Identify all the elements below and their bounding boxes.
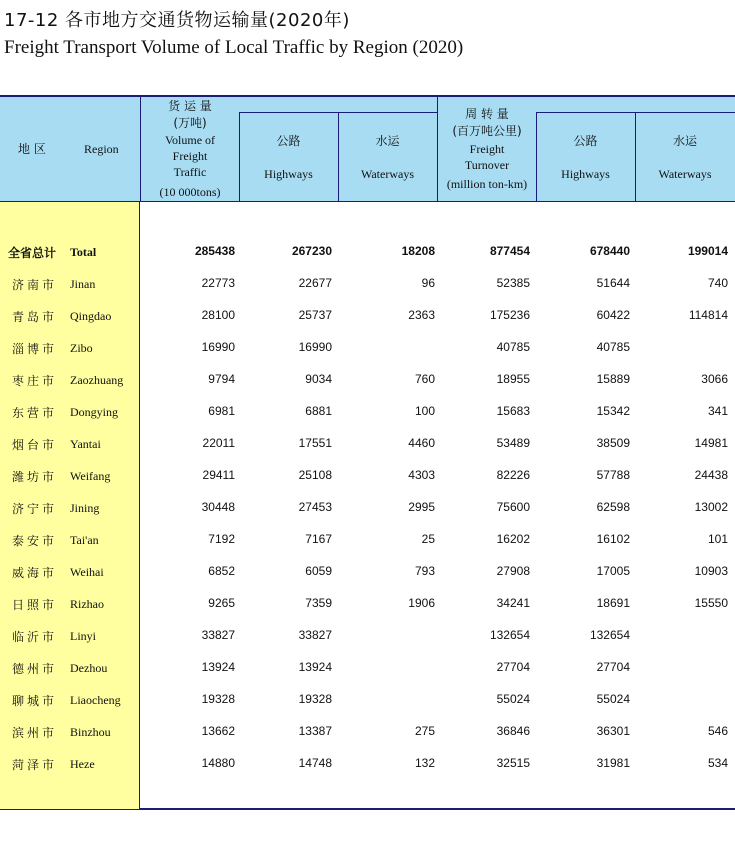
page-title-cn: 17-12 各市地方交通货物运输量(2020年): [4, 10, 350, 31]
cell-v: 19328: [201, 692, 235, 706]
header-turnover-en-unit: (million ton-km): [446, 177, 528, 191]
cell-th: 17005: [596, 564, 630, 578]
cell-vw: 100: [414, 404, 435, 418]
cell-th: 31981: [596, 756, 630, 770]
region-name-en: Weihai: [70, 565, 104, 579]
cell-vw: 275: [414, 724, 435, 738]
cell-vw: 18208: [401, 244, 435, 258]
cell-th: 16102: [596, 532, 630, 546]
region-name-en: Linyi: [70, 629, 96, 643]
cell-tw: 14981: [694, 436, 728, 450]
cell-t: 36846: [496, 724, 530, 738]
cell-v: 7192: [208, 532, 235, 546]
cell-vh: 17551: [298, 436, 332, 450]
region-name-cn: 淄博市: [12, 342, 58, 356]
cell-th: 15342: [596, 404, 630, 418]
cell-th: 62598: [596, 500, 630, 514]
region-name-en: Total: [70, 245, 97, 259]
cell-tw: 740: [707, 276, 728, 290]
cell-tw: 13002: [694, 500, 728, 514]
cell-v: 13662: [201, 724, 235, 738]
cell-vw: 4460: [408, 436, 435, 450]
header-volume-en: Volume of Freight Traffic: [164, 133, 216, 179]
cell-vh: 14748: [298, 756, 332, 770]
header-turnover-en: Freight Turnover: [464, 142, 510, 172]
cell-t: 53489: [496, 436, 530, 450]
cell-vh: 267230: [291, 244, 332, 258]
region-name-en: Binzhou: [70, 725, 111, 739]
cell-vh: 25108: [298, 468, 332, 482]
cell-t: 877454: [489, 244, 530, 258]
cell-tw: 101: [707, 532, 728, 546]
cell-vh: 16990: [298, 340, 332, 354]
region-name-cn: 滨州市: [12, 726, 58, 740]
cell-th: 60422: [596, 308, 630, 322]
header-highways-en: Highways: [264, 167, 313, 181]
cell-vw: 2995: [408, 500, 435, 514]
cell-tw: 534: [707, 756, 728, 770]
table-row: [0, 266, 735, 298]
cell-v: 14880: [201, 756, 235, 770]
table-row: [0, 490, 735, 522]
cell-vh: 33827: [298, 628, 332, 642]
header-highways-cn: 公路: [276, 134, 301, 148]
cell-t: 34241: [496, 596, 530, 610]
cell-tw: 341: [707, 404, 728, 418]
region-name-cn: 威海市: [12, 566, 58, 580]
table-row: [0, 522, 735, 554]
header-waterways2-en: Waterways: [658, 167, 712, 181]
cell-vw: 25: [421, 532, 435, 546]
cell-vw: 132: [414, 756, 435, 770]
cell-th: 36301: [596, 724, 630, 738]
cell-t: 18955: [496, 372, 530, 386]
header-region-en: Region: [84, 142, 119, 156]
table-row: [0, 618, 735, 650]
cell-th: 678440: [589, 244, 630, 258]
cell-t: 27908: [496, 564, 530, 578]
region-name-cn: 日照市: [12, 598, 58, 612]
cell-t: 175236: [489, 308, 530, 322]
region-name-cn: 济宁市: [12, 502, 58, 516]
cell-vw: 793: [414, 564, 435, 578]
cell-v: 13924: [201, 660, 235, 674]
cell-th: 38509: [596, 436, 630, 450]
region-name-en: Dongying: [70, 405, 118, 419]
cell-v: 6852: [208, 564, 235, 578]
table-row: [0, 362, 735, 394]
header-turnover-cn: 周 转 量: [465, 107, 509, 121]
region-name-en: Tai'an: [70, 533, 99, 547]
region-name-cn: 枣庄市: [12, 374, 58, 388]
table-row: [0, 586, 735, 618]
cell-v: 22773: [201, 276, 235, 290]
cell-th: 57788: [596, 468, 630, 482]
region-name-cn: 泰安市: [12, 534, 58, 548]
header-divider: [635, 112, 636, 202]
cell-t: 55024: [496, 692, 530, 706]
region-name-cn: 菏泽市: [12, 758, 58, 772]
cell-th: 40785: [596, 340, 630, 354]
table-row-total: [0, 234, 735, 266]
cell-t: 82226: [496, 468, 530, 482]
cell-vw: 1906: [408, 596, 435, 610]
table-row: [0, 714, 735, 746]
table-row: [0, 682, 735, 714]
cell-th: 55024: [596, 692, 630, 706]
region-name-en: Dezhou: [70, 661, 108, 675]
cell-vh: 7167: [305, 532, 332, 546]
cell-v: 33827: [201, 628, 235, 642]
page-title-en: Freight Transport Volume of Local Traffic by Region (2020): [4, 37, 464, 58]
cell-vh: 27453: [298, 500, 332, 514]
cell-tw: 199014: [687, 244, 728, 258]
cell-v: 9794: [208, 372, 235, 386]
header-volume-unit: (万吨): [173, 116, 207, 130]
region-name-en: Liaocheng: [70, 693, 121, 707]
header-divider: [338, 112, 339, 202]
header-volume-cn: 货 运 量: [168, 99, 212, 113]
cell-tw: 3066: [701, 372, 728, 386]
table-row: [0, 426, 735, 458]
cell-vh: 19328: [298, 692, 332, 706]
cell-vh: 7359: [305, 596, 332, 610]
cell-tw: 546: [707, 724, 728, 738]
cell-t: 32515: [496, 756, 530, 770]
cell-tw: 24438: [694, 468, 728, 482]
header-highways2-en: Highways: [561, 167, 610, 181]
region-name-cn: 德州市: [12, 662, 58, 676]
cell-v: 30448: [201, 500, 235, 514]
cell-vh: 13387: [298, 724, 332, 738]
header-waterways2-cn: 水运: [672, 134, 697, 148]
cell-vh: 25737: [298, 308, 332, 322]
cell-tw: 15550: [694, 596, 728, 610]
region-name-cn: 全省总计: [8, 246, 57, 260]
region-name-cn: 潍坊市: [12, 470, 58, 484]
cell-v: 9265: [208, 596, 235, 610]
cell-tw: 10903: [694, 564, 728, 578]
region-name-cn: 青岛市: [12, 310, 58, 324]
cell-t: 27704: [496, 660, 530, 674]
region-name-en: Rizhao: [70, 597, 104, 611]
region-name-cn: 临沂市: [12, 630, 58, 644]
cell-t: 40785: [496, 340, 530, 354]
cell-t: 75600: [496, 500, 530, 514]
cell-th: 18691: [596, 596, 630, 610]
table-top-border: [0, 95, 735, 97]
cell-vw: 4303: [408, 468, 435, 482]
region-name-en: Jining: [70, 501, 100, 515]
header-volume-en-unit: (10 000tons): [159, 185, 221, 199]
table-row: [0, 330, 735, 362]
cell-t: 16202: [496, 532, 530, 546]
cell-v: 29411: [202, 468, 235, 482]
cell-vh: 13924: [298, 660, 332, 674]
cell-v: 6981: [208, 404, 235, 418]
region-name-en: Yantai: [70, 437, 101, 451]
header-region-cn: 地 区: [18, 142, 46, 156]
cell-th: 15889: [596, 372, 630, 386]
cell-tw: 114814: [688, 308, 728, 322]
cell-th: 132654: [589, 628, 630, 642]
region-name-cn: 烟台市: [12, 438, 58, 452]
table-row: [0, 394, 735, 426]
table-row: [0, 554, 735, 586]
cell-vw: 2363: [408, 308, 435, 322]
cell-th: 51644: [596, 276, 630, 290]
cell-v: 22011: [202, 436, 235, 450]
cell-vh: 6881: [305, 404, 332, 418]
cell-vh: 6059: [305, 564, 332, 578]
cell-t: 52385: [496, 276, 530, 290]
region-name-en: Weifang: [70, 469, 111, 483]
region-name-cn: 东营市: [12, 406, 58, 420]
cell-vh: 9034: [305, 372, 332, 386]
table-row: [0, 458, 735, 490]
header-waterways-en: Waterways: [360, 167, 414, 181]
cell-t: 132654: [489, 628, 530, 642]
cell-vh: 22677: [298, 276, 332, 290]
table-row: [0, 746, 735, 778]
region-name-cn: 济南市: [12, 278, 58, 292]
region-name-en: Zaozhuang: [70, 373, 124, 387]
cell-v: 16990: [201, 340, 235, 354]
region-name-cn: 聊城市: [12, 694, 58, 708]
header-highways2-cn: 公路: [573, 134, 598, 148]
region-name-en: Zibo: [70, 341, 93, 355]
cell-v: 28100: [201, 308, 235, 322]
cell-v: 285438: [194, 244, 235, 258]
cell-vw: 96: [421, 276, 435, 290]
cell-vw: 760: [414, 372, 435, 386]
region-name-en: Jinan: [70, 277, 96, 291]
header-turnover-unit: (百万吨公里): [452, 124, 522, 138]
header-waterways-cn: 水运: [375, 134, 400, 148]
cell-t: 15683: [496, 404, 530, 418]
table-row: [0, 650, 735, 682]
region-name-en: Heze: [70, 757, 95, 771]
table-row: [0, 298, 735, 330]
cell-th: 27704: [596, 660, 630, 674]
region-name-en: Qingdao: [70, 309, 112, 323]
